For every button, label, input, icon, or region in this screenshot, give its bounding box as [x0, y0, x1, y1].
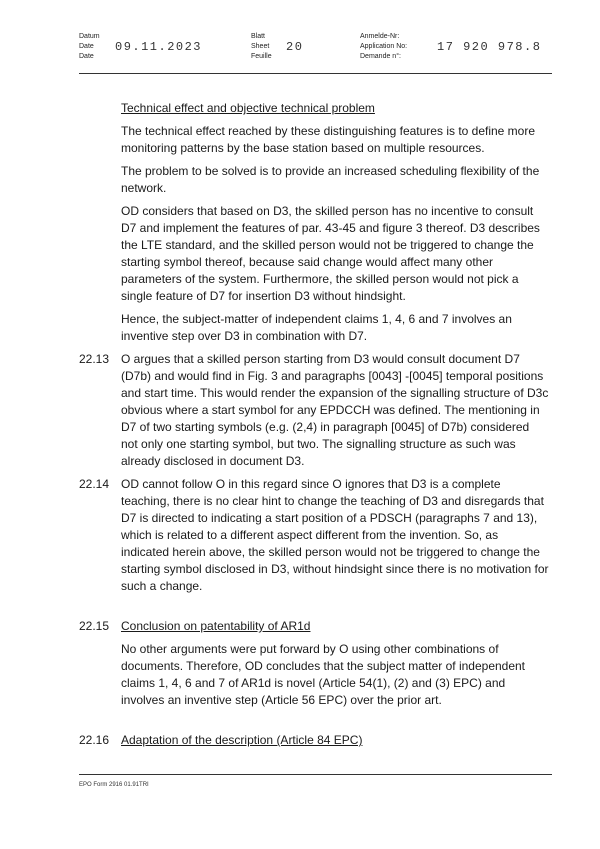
heading-technical-effect: Technical effect and objective technical problem [121, 101, 375, 115]
sheet-label-de: Blatt [251, 33, 266, 40]
sheet-label-fr: Feuille [251, 53, 272, 60]
header-rule [79, 73, 552, 74]
date-value: 09.11.2023 [115, 40, 203, 54]
document-body [79, 100, 549, 755]
paragraph: OD considers that based on D3, the skilled person has no incentive to consult D7 and implement the features of par. 43-45 and figure 3 thereof. D3 describes the LTE standard, and the skilled person would not be triggered to change the starting symbol thereof, because said change would affect many other parameters of the system. Furthermore, the skilled person would not pick a single feature of D7 for insertion D3 without hindsight. [121, 204, 540, 303]
app-label-fr: Demande n°: [360, 53, 401, 60]
section-22-14 [79, 476, 549, 595]
paragraph: The problem to be solved is to provide an increased scheduling flexibility of the network. [121, 164, 540, 195]
section-number: 22.16 [79, 733, 110, 747]
paragraph: OD cannot follow O in this regard since O ignores that D3 is a complete teaching, there is no clear hint to change the teaching of D3 and disregards that D7 is directed to indicating a start position of a PDSCH (paragraphs 7 and 13), which is related to a different aspect different from the invention. So, as indicated herein above, the skilled person would not be triggered to change the starting symbol disclosed in D3, without hindsight since there is no motivation for such a change. [121, 477, 549, 593]
paragraph: Hence, the subject-matter of independent claims 1, 4, 6 and 7 involves an inventive step over D3 in combination with D7. [121, 312, 512, 343]
app-label-en: Application No: [360, 43, 408, 50]
heading-conclusion: Conclusion on patentability of AR1d [121, 619, 311, 633]
paragraph: The technical effect reached by these distinguishing features is to define more monitoring patterns by the base station based on multiple resources. [121, 124, 536, 155]
section-number: 22.14 [79, 477, 110, 491]
form-code: EPO Form 2916 01.91TRI [79, 782, 149, 788]
heading-adaptation: Adaptation of the description (Article 84 EPC) [121, 733, 363, 747]
page-header [0, 0, 600, 80]
section-22-16 [79, 732, 549, 749]
app-label-de: Anmelde-Nr: [360, 33, 400, 40]
sheet-label-en: Sheet [251, 43, 270, 50]
date-label-de: Datum [79, 33, 100, 40]
footer-rule [79, 774, 552, 775]
date-label-fr: Date [79, 53, 94, 60]
paragraph: No other arguments were put forward by O using other combinations of documents. Therefore, OD concludes that the subject matter of independent claims 1, 4, 6 and 7 of AR1d is novel (Article 54(1), (2) and (3) EPC) and involves an inventive step (Article 56 EPC) over the prior art. [121, 642, 526, 707]
section-number: 22.13 [79, 352, 110, 366]
section-22-13 [79, 351, 549, 470]
paragraph: O argues that a skilled person starting from D3 would consult document D7 (D7b) and would find in Fig. 3 and paragraphs [0043] -[0045] temporal positions and start time. This would render the expansion of the signalling structure of D3c obvious where a start symbol for any EPDCCH was defined. The mentioning in D7 of two starting symbols (e.g. (2,4) in paragraph [0045] of D7b) considered not only one starting symbol, but two. The signalling structure as such was already disclosed in document D3. [121, 352, 549, 468]
section-number: 22.15 [79, 619, 110, 633]
date-label-en: Date [79, 43, 94, 50]
application-number: 17 920 978.8 [437, 40, 542, 54]
sheet-value: 20 [286, 40, 304, 54]
section-22-15 [79, 618, 549, 709]
